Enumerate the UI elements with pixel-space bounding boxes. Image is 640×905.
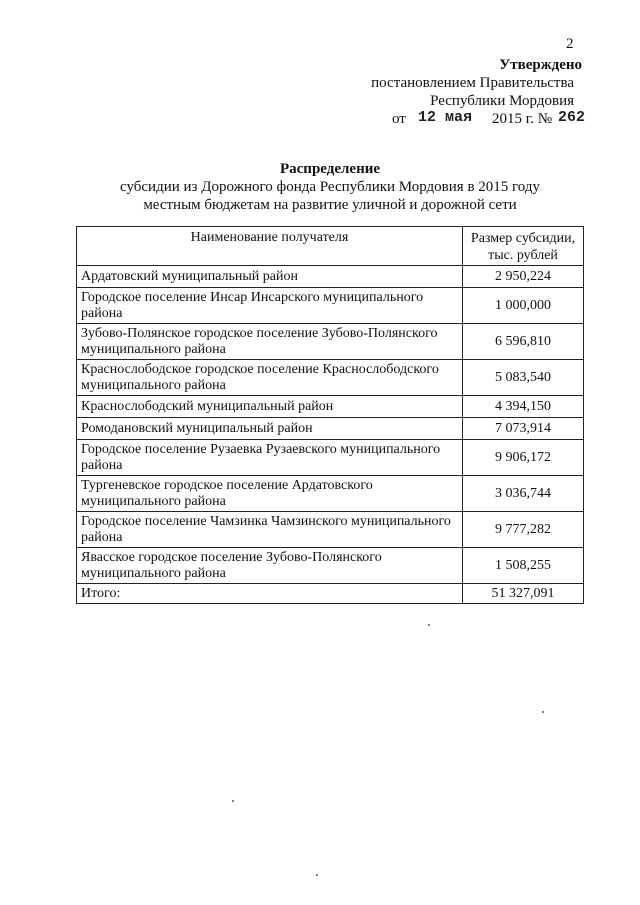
subsidy-amount: 1 508,255 — [463, 548, 584, 584]
table-header-row — [77, 227, 584, 266]
table-row — [77, 360, 584, 396]
approval-number: 262 — [558, 109, 586, 126]
table-total-row — [77, 584, 584, 604]
column-header-recipient: Наименование получателя — [77, 227, 463, 266]
column-header-amount — [463, 227, 584, 266]
table-row — [77, 548, 584, 584]
table-row — [77, 440, 584, 476]
subsidy-amount: 5 083,540 — [463, 360, 584, 396]
column-header-amount-line-2: тыс. рублей — [488, 248, 558, 263]
approval-date-line — [362, 110, 588, 128]
subsidy-amount: 4 394,150 — [463, 396, 584, 418]
subsidy-amount: 7 073,914 — [463, 418, 584, 440]
approval-stamp — [362, 56, 588, 128]
subsidy-amount: 3 036,744 — [463, 476, 584, 512]
scan-speck — [316, 874, 318, 876]
scan-speck — [232, 800, 234, 802]
recipient-name: Ромодановский муниципальный район — [77, 418, 463, 440]
approval-line-2: Республики Мордовия — [430, 93, 574, 109]
recipient-name: Краснослободское городское поселение Краснослободского муниципального района — [77, 360, 463, 396]
table-row — [77, 396, 584, 418]
document-subtitle-line-2: местным бюджетам на развитие уличной и дорожной сети — [143, 197, 517, 213]
recipient-name: Городское поселение Рузаевка Рузаевского муниципального района — [77, 440, 463, 476]
scan-speck — [542, 711, 544, 713]
subsidy-table — [76, 226, 584, 604]
scan-speck — [428, 624, 430, 626]
document-subtitle-line-1: субсидии из Дорожного фонда Республики Мордовия в 2015 году — [120, 179, 540, 195]
recipient-name: Городское поселение Чамзинка Чамзинского муниципального района — [77, 512, 463, 548]
recipient-name: Тургеневское городское поселение Ардатовского муниципального района — [77, 476, 463, 512]
document-heading — [80, 160, 580, 214]
table-row — [77, 288, 584, 324]
table-row — [77, 324, 584, 360]
recipient-name: Явасское городское поселение Зубово-Полянского муниципального района — [77, 548, 463, 584]
subsidy-amount: 9 906,172 — [463, 440, 584, 476]
recipient-name: Ардатовский муниципальный район — [77, 266, 463, 288]
table-row — [77, 266, 584, 288]
table-row — [77, 476, 584, 512]
subsidy-amount: 2 950,224 — [463, 266, 584, 288]
recipient-name: Городское поселение Инсар Инсарского муниципального района — [77, 288, 463, 324]
total-label: Итого: — [77, 584, 463, 604]
subsidy-amount: 6 596,810 — [463, 324, 584, 360]
subsidy-amount: 9 777,282 — [463, 512, 584, 548]
column-header-amount-line-1: Размер субсидии, — [470, 231, 576, 246]
recipient-name: Краснослободский муниципальный район — [77, 396, 463, 418]
approval-line-1: постановлением Правительства — [371, 75, 574, 91]
page-number: 2 — [566, 36, 574, 52]
approval-year-number-label: 2015 г. № — [492, 111, 553, 127]
approved-label: Утверждено — [499, 57, 582, 73]
date-prefix: от — [392, 111, 406, 127]
table-row — [77, 418, 584, 440]
table-row — [77, 512, 584, 548]
total-amount: 51 327,091 — [463, 584, 584, 604]
subsidy-amount: 1 000,000 — [463, 288, 584, 324]
approval-day: 12 мая — [418, 109, 473, 126]
document-title: Распределение — [279, 161, 381, 177]
recipient-name: Зубово-Полянское городское поселение Зубово-Полянского муниципального района — [77, 324, 463, 360]
